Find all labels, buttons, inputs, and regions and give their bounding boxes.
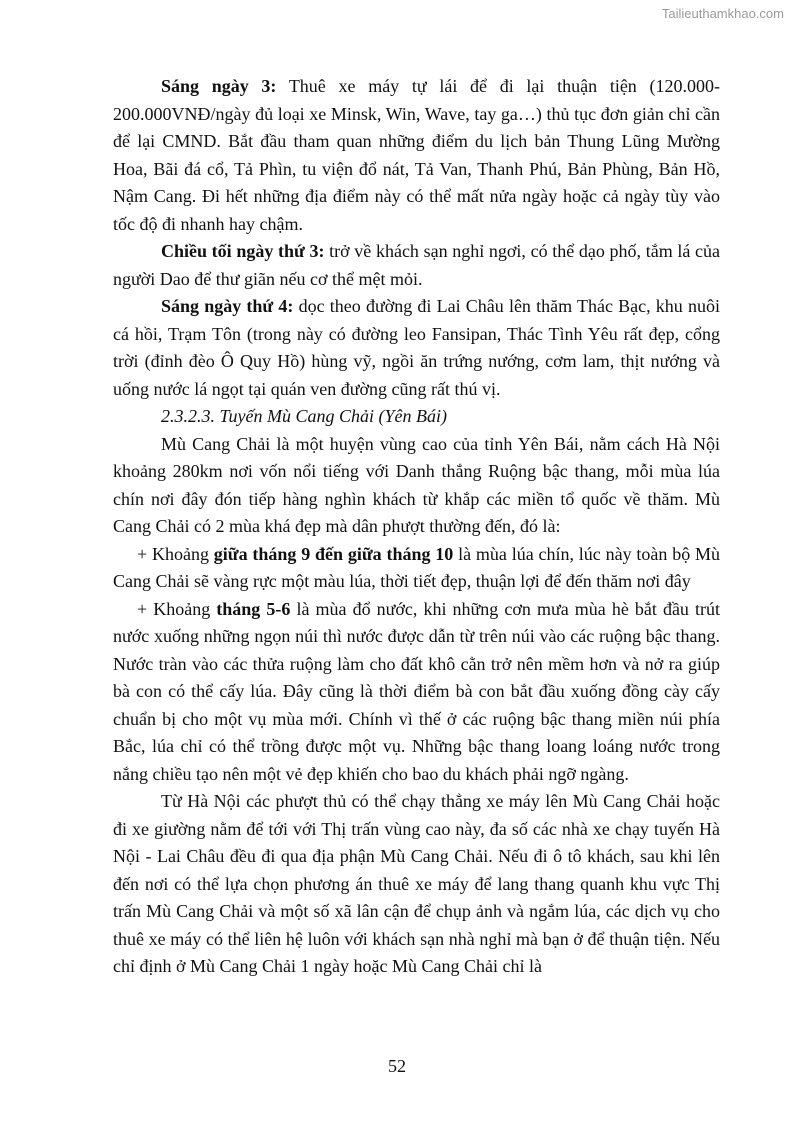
paragraph-intro: Mù Cang Chải là một huyện vùng cao của tỉnh Yên Bái, nằm cách Hà Nội khoảng 280km nơi vốn nổi tiếng với Danh thắng Ruộng bậc thang, mỗi mùa lúa chín nơi đây đón tiếp hàng nghìn khách từ khắp các miền tổ quốc về thăm. Mù Cang Chải có 2 mùa khá đẹp mà dân phượt thường đến, đó là: xyxy=(113,433,720,536)
paragraph-travel: Từ Hà Nội các phượt thủ có thể chạy thẳng xe máy lên Mù Cang Chải hoặc đi xe giường nằm để tới với Thị trấn vùng cao này, đa số các nhà xe chạy tuyến Hà Nội - Lai Châu đều đi qua địa phận Mù Cang Chải. Nếu đi ô tô khách, sau khi lên đến nơi có thể lựa chọn phương án thuê xe máy để lang thang quanh khu vực Thị trấn Mù Cang Chải và một số xã lân cận để chụp ảnh và ngắm lúa, các dịch vụ cho thuê xe máy có thể liên hệ luôn với khách sạn nhà nghỉ mà bạn ở để thuận tiện. Nếu chỉ định ở Mù Cang Chải 1 ngày hoặc Mù Cang Chải chỉ là xyxy=(113,791,720,976)
bullet-highlight: tháng 5-6 xyxy=(216,598,291,619)
bullet-prefix: + Khoảng xyxy=(137,598,217,619)
document-body xyxy=(113,73,720,981)
bullet-harvest-season xyxy=(113,541,720,596)
page-number: 52 xyxy=(388,1056,406,1076)
paragraph-text: trở về khách sạn nghỉ ngơi, có thể dạo phố, tắm lá của người Dao để thư giãn nếu cơ thể mệt mỏi. xyxy=(113,241,720,289)
lead-label: Sáng ngày thứ 4: xyxy=(161,296,294,316)
section-heading: 2.3.2.3. Tuyến Mù Cang Chải (Yên Bái) xyxy=(161,406,447,426)
bullet-highlight: giữa tháng 9 đến giữa tháng 10 xyxy=(213,543,454,564)
watermark: Tailieuthamkhao.com xyxy=(661,6,784,21)
lead-label: Sáng ngày 3: xyxy=(161,76,277,96)
lead-label: Chiều tối ngày thứ 3: xyxy=(161,241,325,261)
paragraph-text: dọc theo đường đi Lai Châu lên thăm Thác Bạc, khu nuôi cá hồi, Trạm Tôn (trong này có đường leo Fansipan, Thác Tình Yêu rất đẹp, cổng trời (đỉnh đèo Ô Quy Hồ) hùng vỹ, ngồi ăn trứng nướng, cơm lam, thịt nướng và uống nước lá ngọt tại quán ven đường cũng rất thú vị. xyxy=(113,296,720,399)
bullet-water-season xyxy=(113,596,720,789)
paragraph-day3-morning xyxy=(113,73,720,238)
paragraph-text: Thuê xe máy tự lái để đi lại thuận tiện (120.000-200.000VNĐ/ngày đủ loại xe Minsk, Win, Wave, tay ga…) thủ tục đơn giản chỉ cần để lại CMND. Bắt đầu tham quan những điểm du lịch bản Thung Lũng Mường Hoa, Bãi đá cổ, Tả Phìn, tu viện đổ nát, Tả Van, Thanh Phú, Bản Phùng, Bản Hồ, Nậm Cang. Đi hết những địa điểm này có thể mất nửa ngày hoặc cả ngày tùy vào tốc độ đi nhanh hay chậm. xyxy=(113,76,720,234)
bullet-text: là mùa lúa chín, lúc này toàn bộ Mù Cang Chải sẽ vàng rực một màu lúa, thời tiết đẹp, thuận lợi để đến thăm nơi đây xyxy=(113,543,721,591)
paragraph-day4-morning xyxy=(113,293,720,403)
paragraph-day3-evening xyxy=(113,238,720,293)
bullet-text: là mùa đổ nước, khi những cơn mưa mùa hè bắt đầu trút nước xuống những ngọn núi thì nước được dẫn từ trên núi vào các ruộng bậc thang. Nước tràn vào các thửa ruộng làm cho đất khô cằn trở nên mềm hơn và nở ra giúp bà con có thể cấy lúa. Đây cũng là thời điểm bà con bắt đầu xuống đồng cày cấy chuẩn bị cho một vụ mùa mới. Chính vì thế ở các ruộng bậc thang miền núi phía Bắc, lúa chỉ có thể trồng được một vụ. Những bậc thang loang loáng nước trong nắng chiều tạo nên một vẻ đẹp khiến cho bao du khách phải ngỡ ngàng. xyxy=(113,598,720,784)
bullet-prefix: + Khoảng xyxy=(137,543,214,564)
